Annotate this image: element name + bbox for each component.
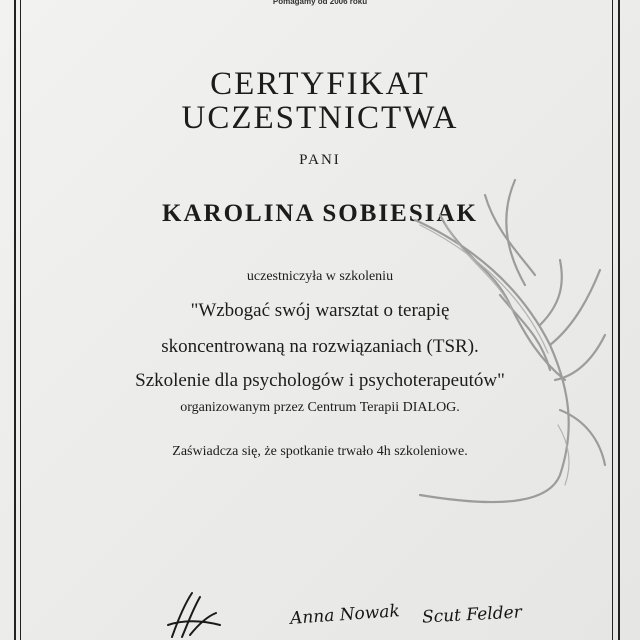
certificate-title-line2: UCZESTNICTWA bbox=[181, 100, 459, 136]
salutation: PANI bbox=[299, 152, 341, 168]
attestation-line: Zaświadcza się, że spotkanie trwało 4h szkoleniowe. bbox=[172, 444, 468, 459]
signature-area bbox=[160, 585, 580, 640]
recipient-name: KAROLINA SOBIESIAK bbox=[162, 200, 478, 227]
signature-second: Scut Felder bbox=[421, 602, 523, 628]
course-title-line1: "Wzbogać swój warsztat o terapię bbox=[190, 300, 450, 321]
top-note: Pomagamy od 2006 roku bbox=[272, 0, 368, 6]
course-title-line3: Szkolenie dla psychologów i psychoterapeutów" bbox=[135, 370, 505, 391]
course-title-line2: skoncentrowaną na rozwiązaniach (TSR). bbox=[161, 336, 479, 357]
organizer-line: organizowanym przez Centrum Terapii DIALOG. bbox=[180, 400, 460, 415]
stamp-signature-icon bbox=[160, 585, 230, 640]
signature-anna-nowak: Anna Nowak bbox=[289, 601, 401, 629]
certificate-title-line1: CERTYFIKAT bbox=[210, 66, 430, 102]
participation-intro: uczestniczyła w szkoleniu bbox=[246, 269, 394, 284]
